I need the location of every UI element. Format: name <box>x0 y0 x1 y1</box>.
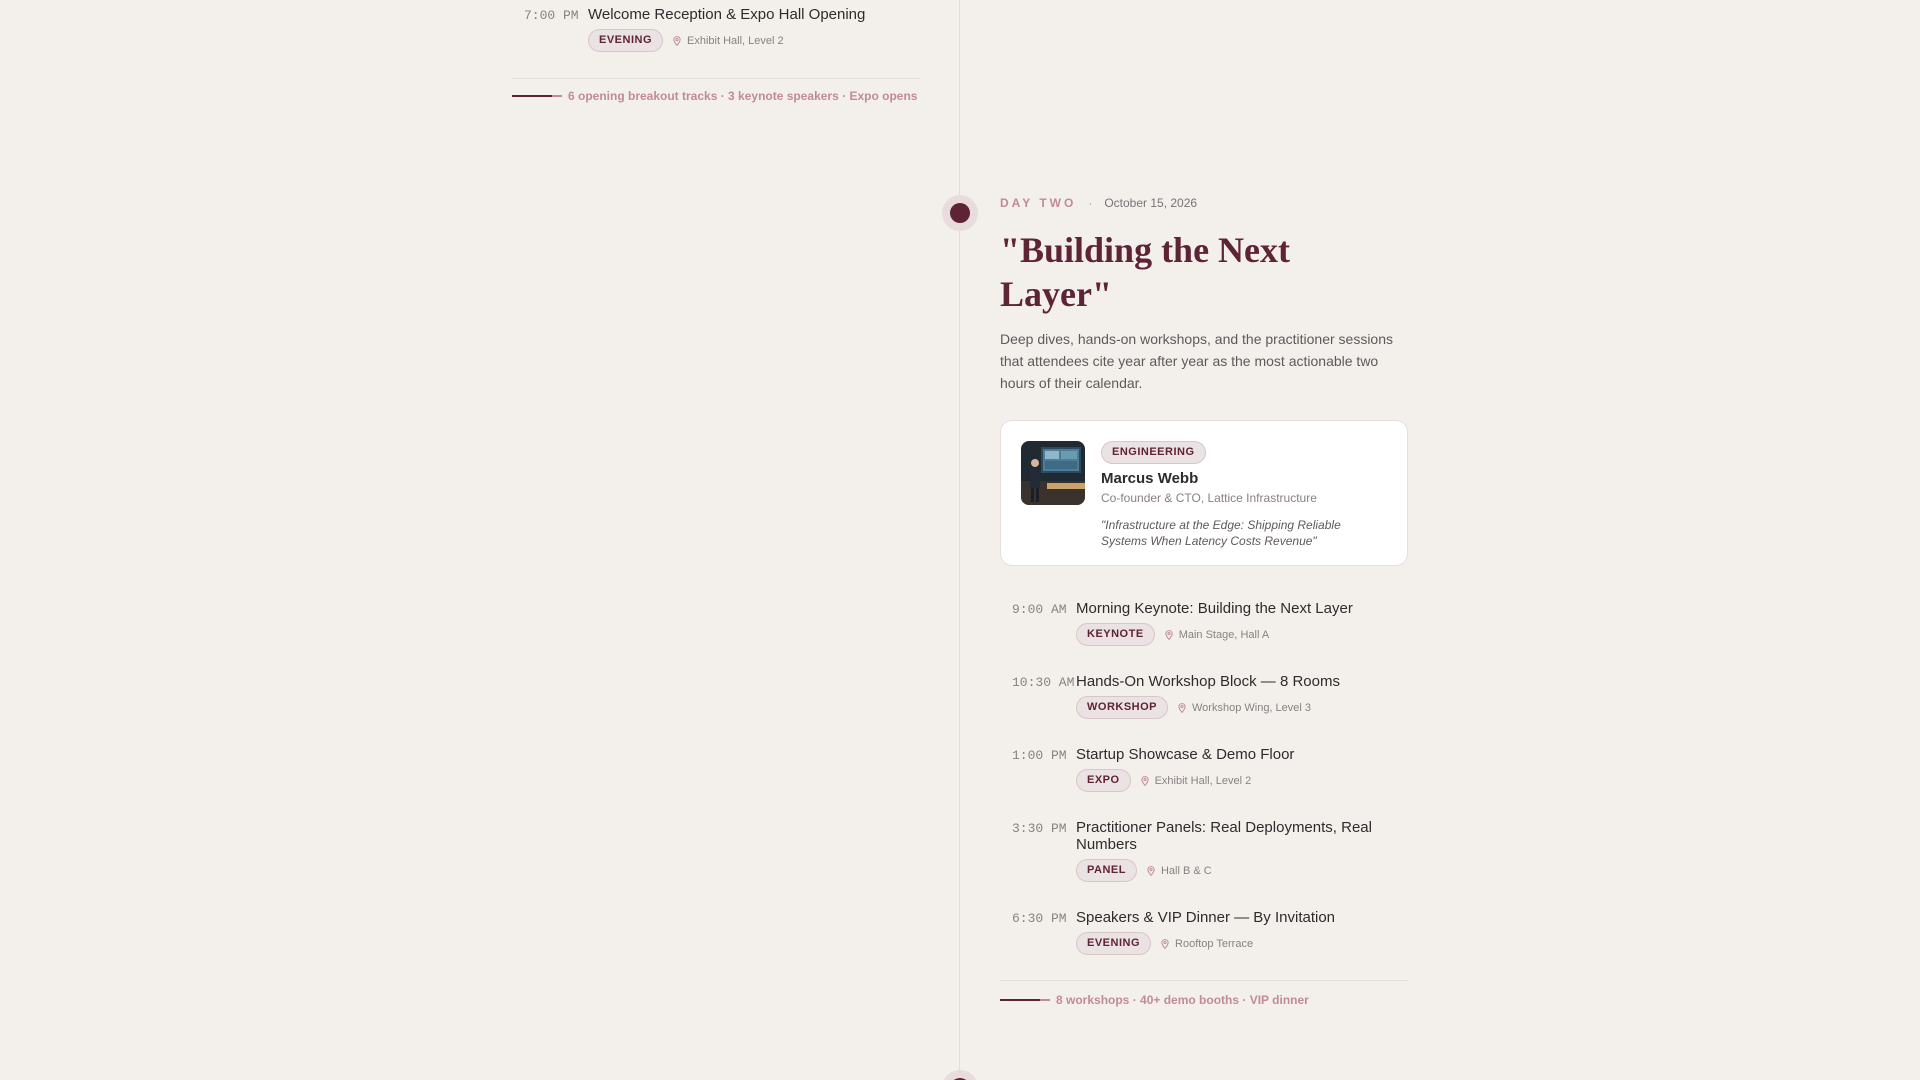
session-time: 10:30 AM <box>1012 675 1075 690</box>
session-title: Speakers & VIP Dinner — By Invitation <box>1076 909 1336 926</box>
day-date: October 15, 2026 <box>1104 196 1198 210</box>
day-title: "Building the Next Layer" <box>1000 230 1291 314</box>
location-pin-icon <box>1178 703 1186 713</box>
summary-text: 8 workshops · 40+ demo booths · VIP dinner <box>1056 993 1309 1007</box>
session-title: Morning Keynote: Building the Next Layer <box>1076 600 1353 617</box>
speaker-avatar <box>1021 441 1085 505</box>
session-tag: WORKSHOP <box>1076 696 1168 719</box>
speaker-talk-title: "Infrastructure at the Edge: Shipping Reliable Systems When Latency Costs Revenue" <box>1101 518 1341 548</box>
session-tag: EXPO <box>1076 769 1131 792</box>
location-pin-icon <box>673 36 681 46</box>
day-two-summary <box>1000 993 1408 1007</box>
session-time: 6:30 PM <box>1012 911 1067 926</box>
speaker-tag: ENGINEERING <box>1101 441 1206 464</box>
session-location-text: Exhibit Hall, Level 2 <box>1154 774 1252 787</box>
session-item[interactable] <box>1000 819 1408 882</box>
session-location <box>1147 865 1212 877</box>
speaker-name: Marcus Webb <box>1101 470 1199 487</box>
timeline-dot-day-two <box>942 195 978 231</box>
session-location <box>1141 775 1252 787</box>
day-two-sessions <box>1000 600 1408 955</box>
location-pin-icon <box>1161 939 1169 949</box>
summary-accent-bar <box>1000 999 1048 1001</box>
session-time: 1:00 PM <box>1012 748 1067 763</box>
summary-text: 6 opening breakout tracks · 3 keynote speakers · Expo opens <box>568 89 918 103</box>
session-location <box>1165 629 1270 641</box>
day-label: DAY TWO <box>1000 196 1077 210</box>
day-separator: · <box>1088 196 1093 210</box>
session-title: Practitioner Panels: Real Deployments, Real Numbers <box>1076 819 1372 853</box>
day-header <box>1000 196 1408 210</box>
section-divider <box>512 78 920 79</box>
session-item[interactable] <box>1000 600 1408 646</box>
session-location <box>1178 702 1311 714</box>
session-tag: KEYNOTE <box>1076 623 1155 646</box>
session-tag: EVENING <box>588 29 663 52</box>
session-location-text: Workshop Wing, Level 3 <box>1192 701 1312 714</box>
session-location <box>673 35 784 47</box>
session-item[interactable] <box>512 6 920 52</box>
speaker-card[interactable] <box>1000 420 1408 566</box>
session-location-text: Hall B & C <box>1160 864 1212 877</box>
timeline-dot-day-three <box>942 1070 978 1080</box>
session-time: 3:30 PM <box>1012 821 1067 836</box>
day-two-column <box>1000 196 1408 1007</box>
location-pin-icon <box>1141 776 1149 786</box>
session-title: Hands-On Workshop Block — 8 Rooms <box>1076 673 1340 690</box>
session-tag: EVENING <box>1076 932 1151 955</box>
location-pin-icon <box>1165 630 1173 640</box>
session-item[interactable] <box>1000 746 1408 792</box>
session-item[interactable] <box>1000 909 1408 955</box>
session-item[interactable] <box>1000 673 1408 719</box>
day-description: Deep dives, hands-on workshops, and the practitioner sessions that attendees cite year after year as the most actionable two hours of their calendar. <box>1000 331 1393 391</box>
session-location-text: Main Stage, Hall A <box>1178 628 1270 641</box>
summary-accent-bar <box>512 95 560 97</box>
location-pin-icon <box>1147 866 1155 876</box>
session-location-text: Rooftop Terrace <box>1175 937 1254 950</box>
day-one-summary <box>512 89 920 103</box>
session-time: 9:00 AM <box>1012 602 1067 617</box>
session-tag: PANEL <box>1076 859 1137 882</box>
session-time: 7:00 PM <box>524 8 579 23</box>
timeline-line <box>959 0 960 1080</box>
speaker-photo <box>1021 441 1085 505</box>
speaker-role: Co-founder & CTO, Lattice Infrastructure <box>1101 491 1317 505</box>
day-one-column <box>512 0 920 103</box>
session-location-text: Exhibit Hall, Level 2 <box>687 34 784 47</box>
session-title: Startup Showcase & Demo Floor <box>1076 746 1295 763</box>
session-title: Welcome Reception & Expo Hall Opening <box>588 6 866 23</box>
session-location <box>1161 938 1253 950</box>
section-divider <box>1000 980 1408 981</box>
